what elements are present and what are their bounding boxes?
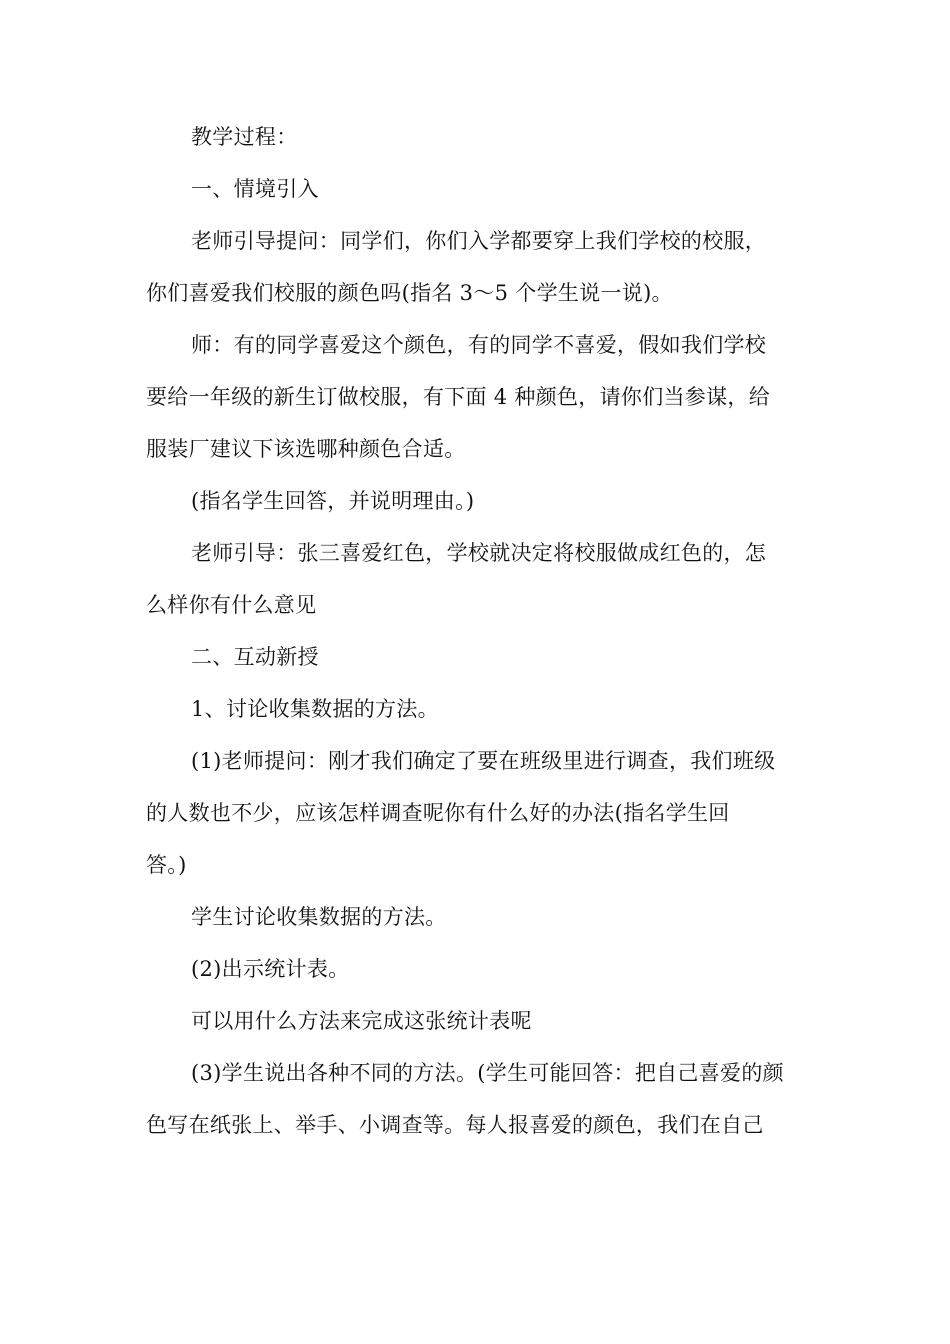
paragraph-line: (3)学生说出各种不同的方法。(学生可能回答：把自己喜爱的颜 [191,1061,784,1085]
paragraph-line: 老师引导：张三喜爱红色，学校就决定将校服做成红色的，怎 [191,541,767,565]
paragraph-line: 的人数也不少，应该怎样调查呢你有什么好的办法(指名学生回 [146,801,730,825]
paragraph-line: 学生讨论收集数据的方法。 [191,905,447,929]
paragraph-line: (1)老师提问：刚才我们确定了要在班级里进行调查，我们班级 [191,749,776,773]
paragraph-line: 答。) [146,853,187,877]
paragraph-line: 可以用什么方法来完成这张统计表呢 [191,1009,532,1033]
paragraph-line: 服装厂建议下该选哪种颜色合适。 [146,437,466,461]
paragraph-line: (指名学生回答，并说明理由。) [191,489,475,513]
subsection-heading: 1、讨论收集数据的方法。 [191,697,439,721]
paragraph-line: 色写在纸张上、举手、小调查等。每人报喜爱的颜色，我们在自己 [146,1113,764,1137]
paragraph-line: 么样你有什么意见 [146,593,317,617]
paragraph-line: (2)出示统计表。 [191,957,350,981]
section-heading-2: 二、互动新授 [191,645,319,669]
paragraph-line: 要给一年级的新生订做校服，有下面 4 种颜色，请你们当参谋，给 [146,385,771,409]
paragraph-line: 老师引导提问：同学们，你们入学都要穿上我们学校的校服， [191,229,767,253]
paragraph-line: 师：有的同学喜爱这个颜色，有的同学不喜爱，假如我们学校 [191,333,767,357]
section-heading-1: 一、情境引入 [191,177,319,201]
paragraph-line: 你们喜爱我们校服的颜色吗(指名 3～5 个学生说一说)。 [146,281,673,305]
heading-teaching-process: 教学过程： [191,125,298,149]
